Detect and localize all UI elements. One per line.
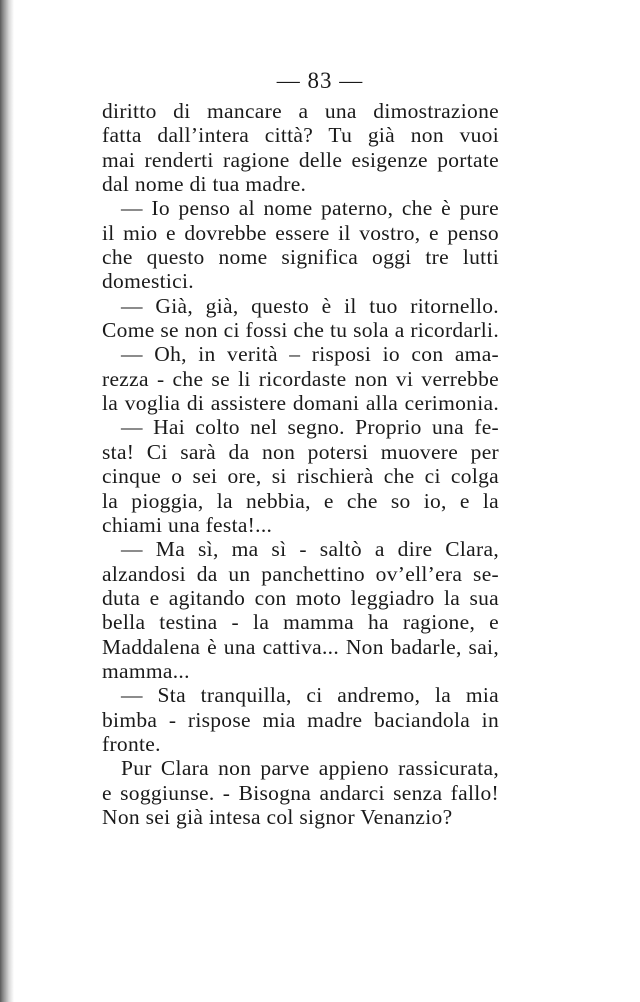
text-line: domestici. [102,269,194,294]
text-line: Come se non ci fossi che tu sola a ricordarli. [102,318,499,343]
text-line: il mio e dovrebbe essere il vostro, e penso [102,220,499,245]
text-line: bella testina - la mamma ha ragione, e [102,610,499,635]
text-line: Non sei già intesa col signor Venanzio? [102,804,453,829]
text-line: dal nome di tua madre. [102,172,307,197]
text-line: Maddalena è una cattiva... Non badarle, sai, [102,634,499,659]
text-line: fronte. [102,731,161,756]
text-line: e soggiunse. - Bisogna andarci senza fallo! [102,780,499,805]
text-line: — Ma sì, ma sì - saltò a dire Clara, [121,537,499,562]
text-line: — Io penso al nome paterno, che è pure [121,196,499,221]
text-line: — Già, già, questo è il tuo ritornello. [121,293,499,318]
text-line: che questo nome significa oggi tre lutti [102,245,499,270]
text-line: mamma... [102,658,190,683]
text-line: fatta dall’intera città? Tu già non vuoi [102,123,499,148]
text-line: — Hai colto nel segno. Proprio una fe- [121,415,499,440]
text-line: mai renderti ragione delle esigenze portate [102,147,499,172]
text-line: la pioggia, la nebbia, e che so io, e la [102,488,499,513]
text-line: la voglia di assistere domani alla cerimonia. [102,391,499,416]
text-line: alzandosi da un panchettino ov’ell’era se- [102,561,499,586]
text-line: sta! Ci sarà da non potersi muovere per [102,439,499,464]
page-binding-edge [0,0,14,1002]
text-line: duta e agitando con moto leggiadro la sua [102,585,499,610]
text-line: — Oh, in verità – risposi io con ama- [121,342,499,367]
text-line: diritto di mancare a una dimostrazione [102,99,499,123]
text-line: bimba - rispose mia madre baciandola in [102,707,499,732]
text-line: chiami una festa!... [102,512,273,537]
text-line: — Sta tranquilla, ci andremo, la mia [121,683,499,708]
page-number: — 83 — [276,68,364,93]
text-line: Pur Clara non parve appieno rassicurata, [121,756,499,781]
text-line: cinque o sei ore, si rischierà che ci colga [102,464,499,489]
text-line: rezza - che se li ricordaste non vi verrebbe [102,366,499,391]
body-text [102,99,499,829]
